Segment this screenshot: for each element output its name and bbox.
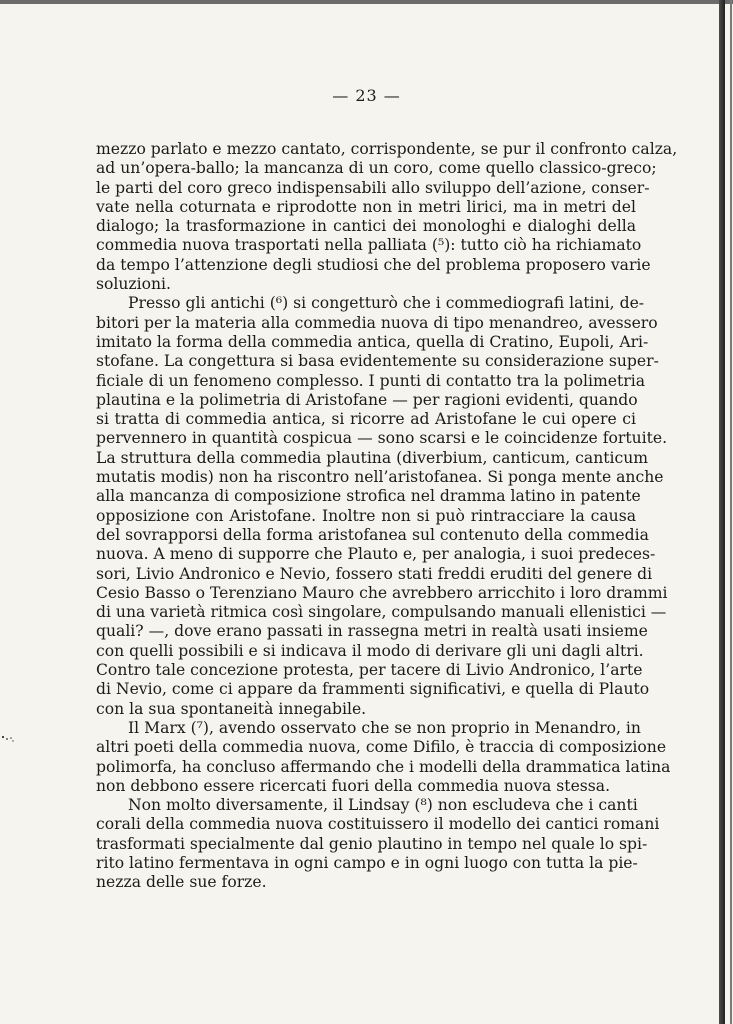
text-line: alla mancanza di composizione strofica nel dramma latino in patente	[96, 487, 641, 506]
text-line: ficiale di un fenomeno complesso. I punti di contatto tra la polimetria	[96, 371, 646, 390]
text-line: plautina e la polimetria di Aristofane — per ragioni evidenti, quando	[96, 390, 638, 409]
text-line: sori, Livio Andronico e Nevio, fossero stati freddi eruditi del genere di	[96, 564, 653, 583]
text-line: si tratta di commedia antica, si ricorre ad Aristofane le cui opere ci	[96, 410, 636, 429]
text-line: nuova. A meno di supporre che Plauto e, per analogia, i suoi predeces-	[96, 545, 656, 564]
paragraph-start-line: Non molto diversamente, il Lindsay (⁸) non escludeva che i canti	[128, 796, 638, 815]
text-line: pervennero in quantità cospicua — sono scarsi e le coincidenze fortuite.	[96, 429, 668, 448]
text-line: Cesio Basso o Terenziano Mauro che avrebbero arricchito i loro drammi	[96, 583, 668, 602]
text-line: vate nella coturnata e riprodotte non in metri lirici, ma in metri del	[96, 197, 636, 216]
text-line: soluzioni.	[96, 275, 171, 294]
paragraph-start-line: Il Marx (⁷), avendo osservato che se non proprio in Menandro, in	[128, 718, 641, 737]
text-line: con quelli possibili e si indicava il modo di derivare gli uni dagli altri.	[96, 641, 644, 660]
text-line: le parti del coro greco indispensabili allo sviluppo dell’azione, conser-	[96, 178, 650, 197]
text-line: imitato la forma della commedia antica, quella di Cratino, Eupoli, Ari-	[96, 332, 649, 351]
text-line: bitori per la materia alla commedia nuova di tipo menandreo, avessero	[96, 313, 658, 332]
text-line: quali? —, dove erano passati in rassegna metri in realtà usati insieme	[96, 622, 648, 641]
text-line: Contro tale concezione protesta, per tacere di Livio Andronico, l’arte	[96, 661, 643, 680]
body-text	[96, 140, 678, 893]
text-line: stofane. La congettura si basa evidentemente su considerazione super-	[96, 352, 659, 371]
text-line: trasformati specialmente dal genio plautino in tempo nel quale lo spi-	[96, 834, 648, 853]
right-edge-shadow	[719, 0, 725, 1024]
text-line: opposizione con Aristofane. Inoltre non si può rintracciare la causa	[96, 506, 636, 525]
text-line: corali della commedia nuova costituissero il modello dei cantici romani	[96, 815, 660, 834]
text-line: del sovrapporsi della forma aristofanea sul contenuto della commedia	[96, 525, 649, 544]
text-line: polimorfa, ha concluso affermando che i modelli della drammatica latina	[96, 757, 671, 776]
text-line: non debbono essere ricercati fuori della commedia nuova stessa.	[96, 776, 611, 795]
text-line: di una varietà ritmica così singolare, compulsando manuali ellenistici —	[96, 603, 667, 622]
text-line: La struttura della commedia plautina (diverbium, canticum, canticum	[96, 448, 649, 467]
text-line: commedia nuova trasportati nella palliata (⁵): tutto ciò ha richiamato	[96, 236, 642, 255]
text-line: di Nevio, come ci appare da frammenti significativi, e quella di Plauto	[96, 680, 650, 699]
text-line: rito latino fermentava in ogni campo e in ogni luogo con tutta la pie-	[96, 853, 638, 872]
text-line: nezza delle sue forze.	[96, 873, 267, 892]
text-line: ad un’opera-ballo; la mancanza di un coro, come quello classico-greco;	[96, 159, 657, 178]
text-line: con la sua spontaneità innegabile.	[96, 699, 367, 718]
right-edge-line	[730, 0, 732, 1024]
text-line: mutatis modis) non ha riscontro nell’aristofanea. Si ponga mente anche	[96, 468, 664, 487]
top-edge-rule	[0, 0, 733, 4]
text-line: da tempo l’attenzione degli studiosi che del problema proposero varie	[96, 255, 651, 274]
text-line: mezzo parlato e mezzo cantato, corrispondente, se pur il confronto calza,	[96, 140, 678, 158]
text-line: altri poeti della commedia nuova, come Difilo, è traccia di composizione	[96, 738, 667, 757]
text-line: dialogo; la trasformazione in cantici dei monologhi e dialoghi della	[96, 217, 636, 236]
paragraph-start-line: Presso gli antichi (⁶) si congetturò che i commediografi latini, de-	[128, 294, 645, 313]
margin-specks	[0, 733, 16, 745]
page-number: — 23 —	[332, 86, 401, 105]
